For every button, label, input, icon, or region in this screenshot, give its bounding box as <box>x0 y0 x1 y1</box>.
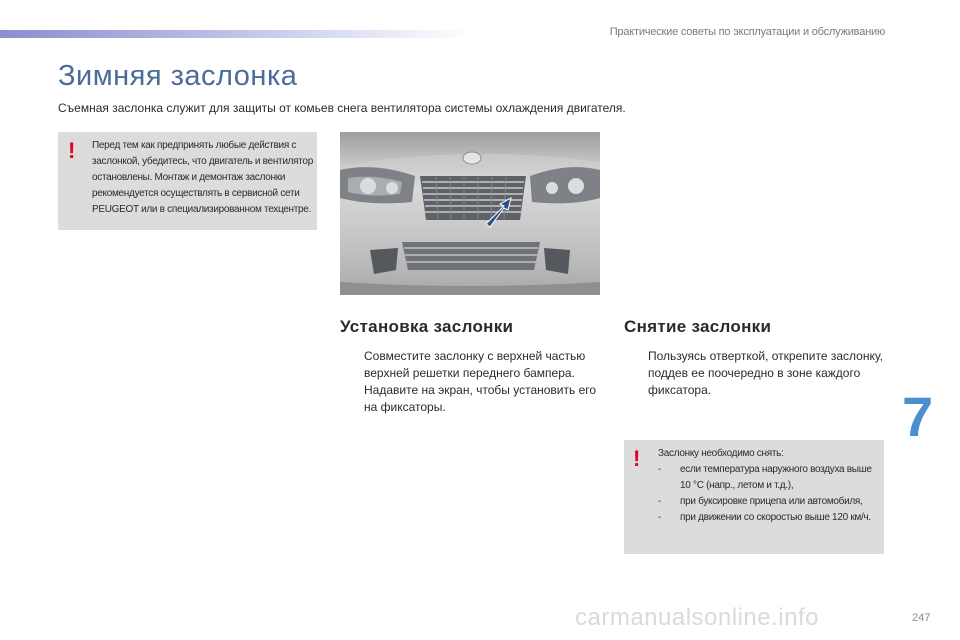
warning-line: заслонкой, убедитесь, что двигатель и вентилятор <box>92 156 313 167</box>
list-item: - при движении со скоростью выше 120 км/ч. <box>658 510 882 526</box>
watermark: carmanualsonline.info <box>575 604 819 631</box>
chapter-number: 7 <box>902 385 934 448</box>
step-text: Надавите на экран, чтобы установить его на фиксаторы. <box>364 383 597 414</box>
warning-icon: ! <box>633 446 641 471</box>
warning-line: PEUGEOT или в специализированном техцентре. <box>92 204 312 215</box>
warning-line: остановлены. Монтаж и демонтаж заслонки <box>92 172 286 183</box>
step-text: Пользуясь отверткой, открепите заслонку, поддев ее поочередно в зоне каждого фиксатора. <box>648 349 883 397</box>
car-front-grille-photo <box>340 132 600 295</box>
warning-icon: ! <box>68 138 76 163</box>
install-section-title: Установка заслонки <box>340 317 514 336</box>
warning-text <box>658 446 882 526</box>
list-item: - если температура наружного воздуха выше 10 °C (напр., летом и т.д.), <box>658 462 882 494</box>
install-steps-list <box>340 348 602 416</box>
list-item <box>340 382 602 416</box>
header-accent-bar <box>0 30 470 38</box>
warning-line: рекомендуется осуществлять в сервисной сети <box>92 188 300 199</box>
warning-line: Перед тем как предпринять любые действия с <box>92 140 297 151</box>
section-header: Практические советы по эксплуатации и обслуживанию <box>609 26 885 38</box>
list-item: - при буксировке прицепа или автомобиля, <box>658 494 882 510</box>
page-number: 247 <box>912 612 931 624</box>
intro-text: Съемная заслонка служит для защиты от комьев снега вентилятора системы охлаждения двигателя. <box>58 101 626 115</box>
warning-box-bottom <box>624 440 884 554</box>
remove-section-title: Снятие заслонки <box>624 317 772 336</box>
page-title: Зимняя заслонка <box>58 60 298 92</box>
warning-box-top <box>58 132 317 230</box>
remove-steps-list <box>624 348 886 399</box>
car-front-grille-illustration <box>340 132 600 295</box>
step-text: Совместите заслонку с верхней частью верхней решетки переднего бампера. <box>364 349 586 380</box>
warning-list <box>658 462 882 526</box>
warning-text <box>92 138 314 218</box>
list-item <box>624 348 886 399</box>
warning-intro: Заслонку необходимо снять: <box>658 448 784 459</box>
list-item <box>340 348 602 382</box>
